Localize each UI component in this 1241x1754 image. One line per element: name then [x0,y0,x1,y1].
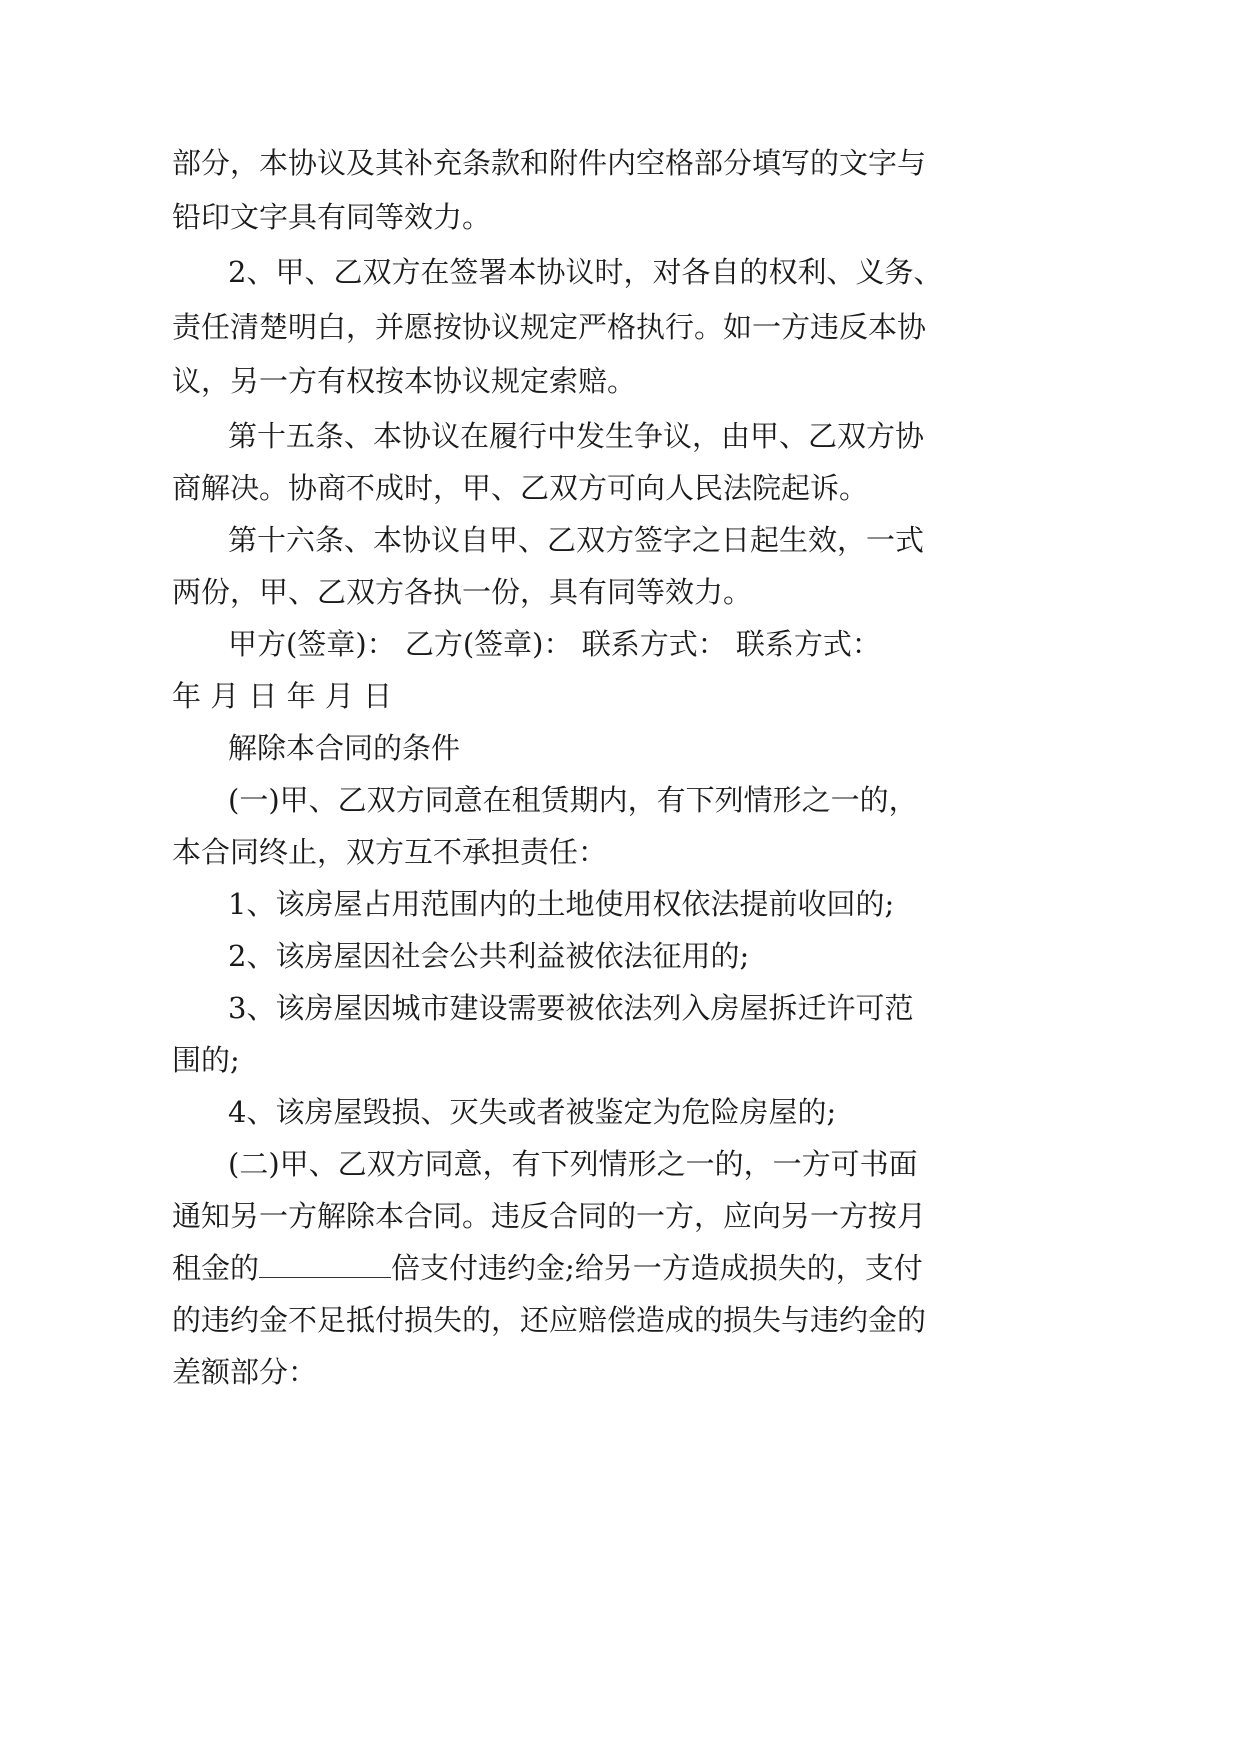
text-line-with-blank [172,1248,923,1288]
text-line: (一)甲、乙双方同意在租赁期内，有下列情形之一的， [228,783,918,817]
text-line: 责任清楚明白，并愿按协议规定严格执行。如一方违反本协 [172,310,927,344]
text-line: 4、该房屋毁损、灭失或者被鉴定为危险房屋的; [228,1095,837,1129]
date-line: 年 月 日 年 月 日 [172,679,393,713]
text-line: 铅印文字具有同等效力。 [172,200,492,234]
text-line: 差额部分： [172,1355,318,1389]
text-line: 部分，本协议及其补充条款和附件内空格部分填写的文字与 [172,146,927,180]
fill-in-blank [259,1251,391,1278]
text-line: (二)甲、乙双方同意，有下列情形之一的，一方可书面 [228,1147,918,1181]
text-line: 商解决。协商不成时，甲、乙双方可向人民法院起诉。 [172,471,869,505]
text-line: 2、该房屋因社会公共利益被依法征用的; [228,939,750,973]
text-line: 本合同终止，双方互不承担责任： [172,835,608,869]
section-heading: 解除本合同的条件 [228,731,461,765]
text-line: 议，另一方有权按本协议规定索赔。 [172,364,637,398]
text-line: 通知另一方解除本合同。违反合同的一方，应向另一方按月 [172,1199,927,1233]
text-line: 第十五条、本协议在履行中发生争议，由甲、乙双方协 [228,419,925,453]
text-line: 两份，甲、乙双方各执一份，具有同等效力。 [172,575,753,609]
text-line: 1、该房屋占用范围内的土地使用权依法提前收回的; [228,887,895,921]
text-line-suffix: 倍支付违约金;给另一方造成损失的，支付 [391,1251,923,1285]
text-line: 围的; [172,1043,240,1077]
text-line-prefix: 租金的 [172,1251,260,1285]
text-line: 第十六条、本协议自甲、乙双方签字之日起生效，一式 [228,523,925,557]
text-line: 2、甲、乙双方在签署本协议时，对各自的权利、义务、 [228,255,943,289]
text-line: 3、该房屋因城市建设需要被依法列入房屋拆迁许可范 [228,991,914,1025]
signature-line: 甲方(签章)： 乙方(签章)： 联系方式： 联系方式： [228,627,881,661]
text-line: 的违约金不足抵付损失的，还应赔偿造成的损失与违约金的 [172,1303,927,1337]
